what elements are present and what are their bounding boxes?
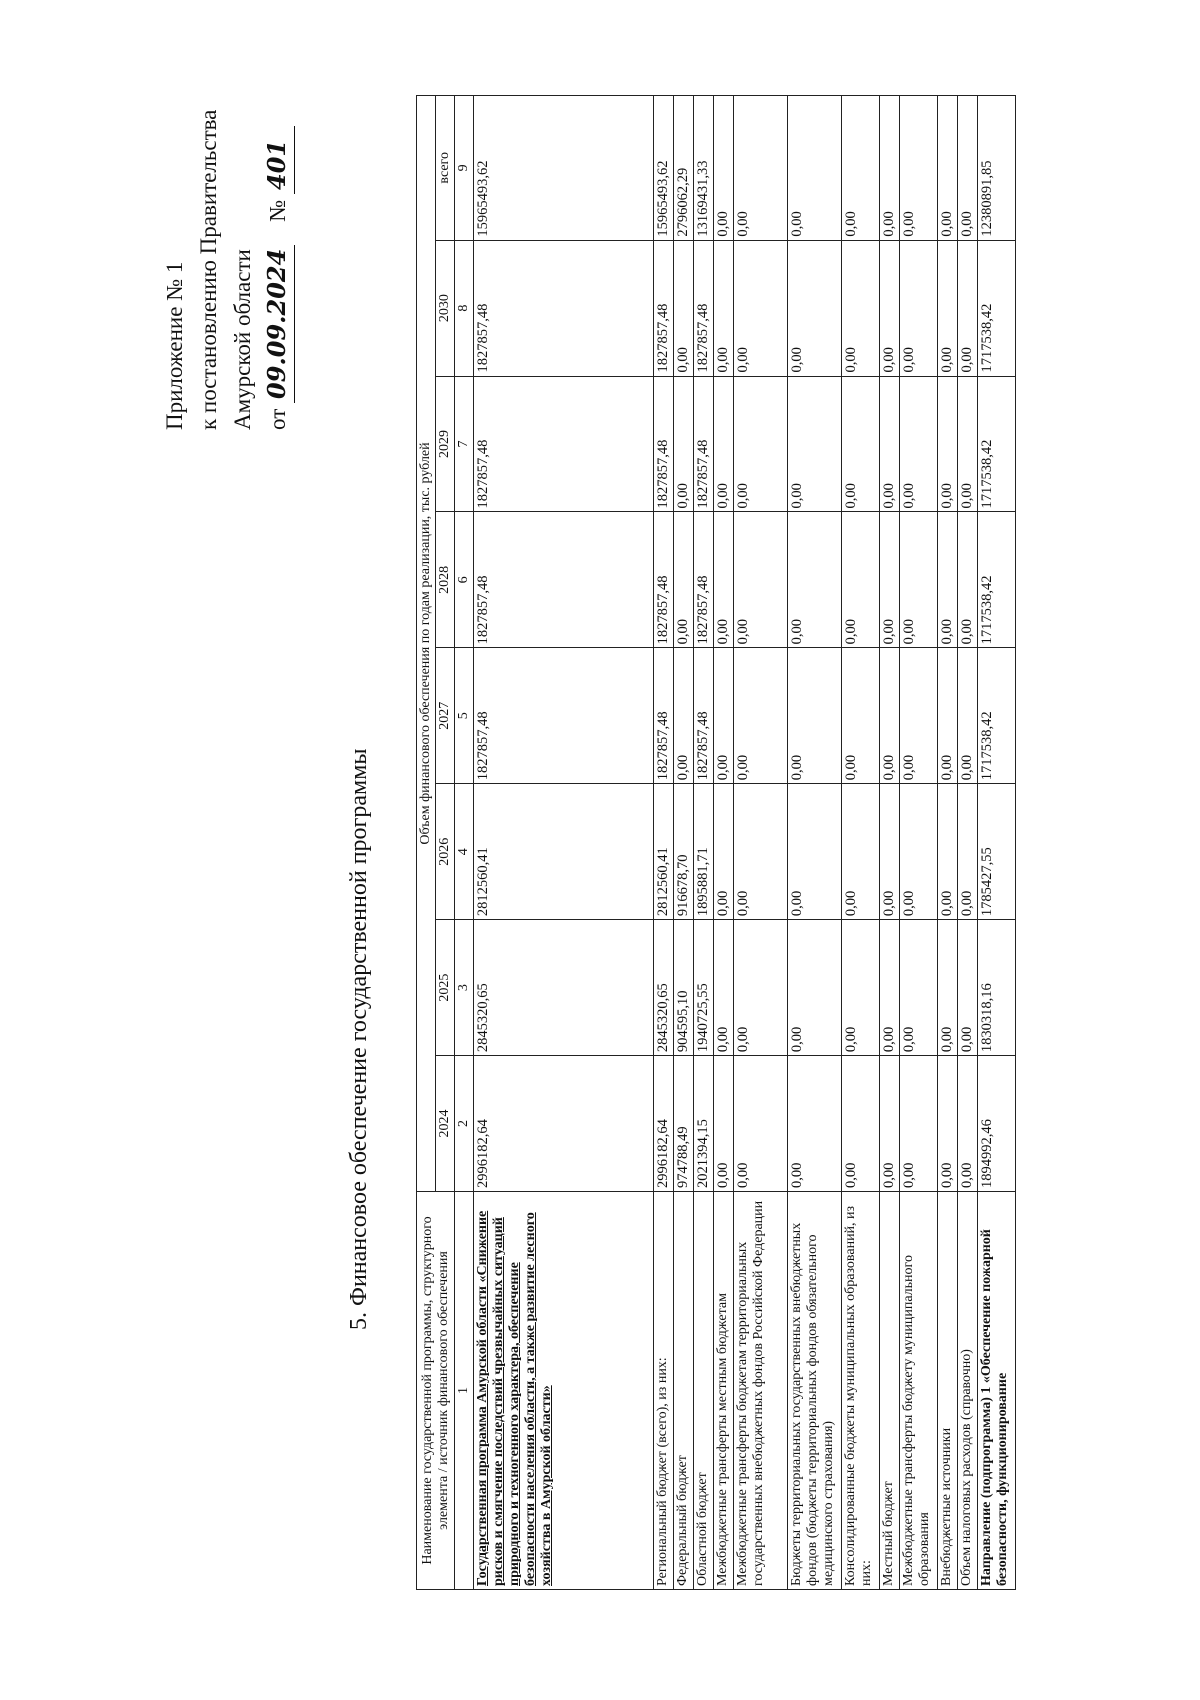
cell-value: 1827857,48 [694, 376, 714, 512]
row-name: Внебюджетные источники [938, 1191, 958, 1589]
cell-total: 0,00 [714, 96, 734, 241]
cell-value: 0,00 [788, 240, 842, 376]
table-row [474, 96, 654, 1590]
table-row [842, 96, 880, 1590]
cell-total: 0,00 [938, 96, 958, 241]
cell-value: 0,00 [880, 648, 900, 784]
cell-value: 1827857,48 [654, 240, 674, 376]
appendix-date-line [260, 30, 295, 430]
cell-value: 0,00 [714, 240, 734, 376]
cell-value: 0,00 [880, 920, 900, 1056]
cell-value: 0,00 [938, 512, 958, 648]
cell-value: 0,00 [958, 648, 978, 784]
cell-value: 1827857,48 [474, 648, 654, 784]
cell-value: 0,00 [674, 648, 694, 784]
row-name: Областной бюджет [694, 1191, 714, 1589]
cell-value: 2845320,65 [654, 920, 674, 1056]
cell-value: 0,00 [842, 784, 880, 920]
column-number: 5 [455, 648, 474, 784]
header-total: всего [436, 96, 455, 241]
row-name: Направление (подпрограмма) 1 «Обеспечение пожарной безопасности, функционирование [978, 1191, 1016, 1589]
column-number: 8 [455, 240, 474, 376]
cell-value: 2996182,64 [474, 1056, 654, 1192]
cell-value: 0,00 [734, 376, 788, 512]
column-number: 2 [455, 1056, 474, 1192]
table-row [900, 96, 938, 1590]
cell-value: 0,00 [788, 512, 842, 648]
cell-total: 12380891,85 [978, 96, 1016, 241]
cell-value: 2812560,41 [654, 784, 674, 920]
cell-value: 0,00 [734, 1056, 788, 1192]
row-name: Межбюджетные трансферты бюджетам территориальных государственных внебюджетных фондов Российской Федерации [734, 1191, 788, 1589]
cell-value: 1830318,16 [978, 920, 1016, 1056]
cell-value: 0,00 [880, 376, 900, 512]
handwritten-number: 401 [260, 126, 295, 194]
column-number: 4 [455, 784, 474, 920]
cell-value: 0,00 [788, 648, 842, 784]
cell-value: 0,00 [938, 1056, 958, 1192]
cell-value: 0,00 [788, 920, 842, 1056]
appendix-line-3: Амурской области [230, 249, 255, 430]
cell-value: 0,00 [714, 1056, 734, 1192]
cell-value: 1827857,48 [474, 512, 654, 648]
header-year: 2030 [436, 240, 455, 376]
cell-value: 0,00 [714, 920, 734, 1056]
cell-value: 0,00 [842, 376, 880, 512]
appendix-block [158, 30, 295, 430]
appendix-line-1: Приложение № 1 [162, 261, 187, 430]
cell-value: 0,00 [674, 512, 694, 648]
cell-value: 0,00 [674, 240, 694, 376]
cell-value: 0,00 [788, 784, 842, 920]
handwritten-date: 09.09.2024 [260, 245, 295, 403]
table-row [958, 96, 978, 1590]
appendix-line-2: к постановлению Правительства [196, 109, 221, 430]
cell-total: 0,00 [788, 96, 842, 241]
table-row [734, 96, 788, 1590]
cell-value: 2845320,65 [474, 920, 654, 1056]
column-number: 1 [455, 1191, 474, 1589]
cell-value: 0,00 [674, 376, 694, 512]
cell-value: 0,00 [734, 784, 788, 920]
cell-value: 1827857,48 [474, 376, 654, 512]
cell-value: 0,00 [958, 1056, 978, 1192]
cell-total: 15965493,62 [654, 96, 674, 241]
cell-value: 0,00 [900, 920, 938, 1056]
table-row [654, 96, 674, 1590]
cell-value: 0,00 [900, 784, 938, 920]
cell-value: 0,00 [880, 512, 900, 648]
cell-value: 0,00 [900, 1056, 938, 1192]
cell-value: 0,00 [900, 376, 938, 512]
cell-value: 1827857,48 [694, 240, 714, 376]
cell-value: 0,00 [714, 784, 734, 920]
cell-value: 1940725,55 [694, 920, 714, 1056]
cell-value: 2996182,64 [654, 1056, 674, 1192]
table-row [674, 96, 694, 1590]
cell-value: 0,00 [714, 512, 734, 648]
date-prefix: от [265, 408, 290, 430]
cell-value: 1827857,48 [654, 376, 674, 512]
cell-value: 0,00 [958, 240, 978, 376]
cell-value: 0,00 [880, 1056, 900, 1192]
financing-table [416, 95, 1016, 1590]
cell-value: 1894992,46 [978, 1056, 1016, 1192]
cell-value: 0,00 [938, 240, 958, 376]
cell-value: 1895881,71 [694, 784, 714, 920]
cell-value: 1717538,42 [978, 240, 1016, 376]
cell-value: 0,00 [958, 376, 978, 512]
cell-value: 0,00 [842, 920, 880, 1056]
header-year: 2027 [436, 648, 455, 784]
cell-value: 2021394,15 [694, 1056, 714, 1192]
cell-value: 1827857,48 [694, 648, 714, 784]
cell-value: 0,00 [938, 784, 958, 920]
table-row [880, 96, 900, 1590]
cell-value: 916678,70 [674, 784, 694, 920]
row-name: Объем налоговых расходов (справочно) [958, 1191, 978, 1589]
cell-value: 0,00 [842, 240, 880, 376]
cell-value: 0,00 [958, 512, 978, 648]
cell-total: 0,00 [958, 96, 978, 241]
cell-value: 0,00 [938, 920, 958, 1056]
cell-value: 0,00 [938, 376, 958, 512]
row-name: Межбюджетные трансферты местным бюджетам [714, 1191, 734, 1589]
cell-value: 0,00 [880, 240, 900, 376]
table-row [978, 96, 1016, 1590]
cell-value: 0,00 [842, 648, 880, 784]
cell-value: 1717538,42 [978, 512, 1016, 648]
cell-value: 0,00 [900, 240, 938, 376]
row-name: Государственная программа Амурской области «Снижение рисков и смягчение последствий чрезвычайных ситуаций природного и техногенного характера, обеспечение безопасности населения области, а также развитие лесного хозяйства в Амурской области» [474, 1191, 654, 1589]
table-row [788, 96, 842, 1590]
row-name: Региональный бюджет (всего), из них: [654, 1191, 674, 1589]
column-number: 6 [455, 512, 474, 648]
cell-value: 1827857,48 [654, 512, 674, 648]
cell-total: 0,00 [734, 96, 788, 241]
header-year: 2024 [436, 1056, 455, 1192]
row-name: Бюджеты территориальных государственных внебюджетных фондов (бюджеты территориальных фондов обязательного медицинского страхования) [788, 1191, 842, 1589]
cell-value: 1827857,48 [694, 512, 714, 648]
cell-value: 1827857,48 [654, 648, 674, 784]
column-number: 9 [455, 96, 474, 241]
cell-value: 2812560,41 [474, 784, 654, 920]
number-prefix: № [265, 199, 290, 222]
cell-value: 1827857,48 [474, 240, 654, 376]
cell-value: 0,00 [734, 920, 788, 1056]
cell-value: 0,00 [734, 512, 788, 648]
cell-value: 0,00 [714, 376, 734, 512]
row-name: Местный бюджет [880, 1191, 900, 1589]
table-row [938, 96, 958, 1590]
header-volume-caption: Объем финансового обеспечения по годам реализации, тыс. рублей [417, 96, 436, 1192]
row-name: Консолидированные бюджеты муниципальных образований, из них: [842, 1191, 880, 1589]
cell-value: 0,00 [788, 376, 842, 512]
cell-value: 0,00 [880, 784, 900, 920]
header-year: 2029 [436, 376, 455, 512]
table-row [714, 96, 734, 1590]
cell-value: 0,00 [788, 1056, 842, 1192]
cell-value: 1717538,42 [978, 376, 1016, 512]
row-name: Межбюджетные трансферты бюджету муниципального образования [900, 1191, 938, 1589]
header-year: 2028 [436, 512, 455, 648]
table-row [694, 96, 714, 1590]
header-year: 2026 [436, 784, 455, 920]
cell-total: 0,00 [842, 96, 880, 241]
cell-value: 0,00 [958, 784, 978, 920]
cell-total: 15965493,62 [474, 96, 654, 241]
cell-value: 1785427,55 [978, 784, 1016, 920]
cell-value: 0,00 [958, 920, 978, 1056]
cell-value: 904595,10 [674, 920, 694, 1056]
cell-value: 0,00 [734, 240, 788, 376]
cell-value: 0,00 [842, 1056, 880, 1192]
cell-value: 974788,49 [674, 1056, 694, 1192]
cell-value: 0,00 [938, 648, 958, 784]
cell-value: 0,00 [900, 648, 938, 784]
header-name-column: Наименование государственной программы, структурного элемента / источник финансового обеспечения [417, 1191, 455, 1589]
cell-value: 1717538,42 [978, 648, 1016, 784]
cell-value: 0,00 [900, 512, 938, 648]
cell-value: 0,00 [714, 648, 734, 784]
row-name: Федеральный бюджет [674, 1191, 694, 1589]
cell-value: 0,00 [842, 512, 880, 648]
cell-value: 0,00 [734, 648, 788, 784]
column-number: 7 [455, 376, 474, 512]
cell-total: 13169431,33 [694, 96, 714, 241]
cell-total: 0,00 [880, 96, 900, 241]
header-year: 2025 [436, 920, 455, 1056]
column-number: 3 [455, 920, 474, 1056]
cell-total: 0,00 [900, 96, 938, 241]
cell-total: 2796062,29 [674, 96, 694, 241]
section-title: 5. Финансовое обеспечение государственной программы [346, 748, 372, 1330]
